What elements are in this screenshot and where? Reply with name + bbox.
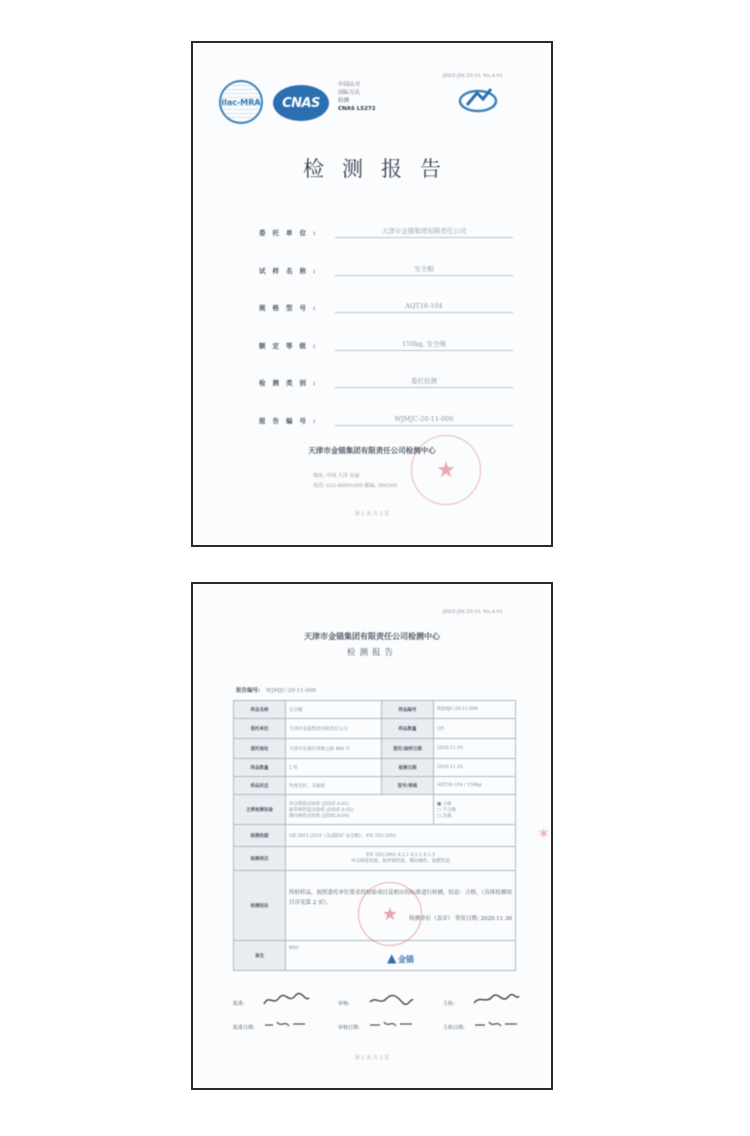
field-label: 委托单位:: [259, 229, 323, 237]
table-row: [234, 795, 516, 825]
signature-inspector: [443, 992, 533, 1010]
issue-date: 2020.11.30: [480, 915, 512, 922]
inspector-date: [443, 1016, 533, 1034]
report-number: [236, 686, 316, 694]
signature-approve: [233, 992, 323, 1010]
table-cell: 型号/规格: [382, 777, 434, 795]
table-cell: 检测结论: [234, 871, 286, 941]
table-cell: AQT16-104 / 150kg: [434, 777, 516, 795]
address-line: 地址: 中国 天津 东丽: [313, 473, 360, 479]
table-cell: ■ 合格 □ 不合格 □ 其他: [434, 795, 516, 825]
field-row: [259, 300, 513, 338]
table-cell: WJMJC-20-11-006: [434, 701, 516, 719]
table-cell: 委托/抽样日期: [382, 739, 434, 759]
table-row: [234, 701, 516, 719]
report-cover-page: [191, 41, 553, 547]
issuer-text: 检测单位（盖章）: [409, 915, 454, 922]
table-cell: 样品编号: [382, 701, 434, 719]
handwritten-signature-icon: [366, 992, 416, 1008]
signature-label: 批准:: [233, 1001, 245, 1007]
table-row: [234, 941, 516, 971]
cnas-line-1: 中国认可: [338, 82, 361, 88]
report-number-label: 报告编号:: [236, 688, 261, 694]
approve-date: [233, 1016, 323, 1034]
accreditation-logos: [219, 80, 389, 124]
cnas-line-3: 检测: [338, 98, 350, 104]
issuing-organization: 天津市金锚集团有限责任公司检测中心: [304, 631, 440, 641]
field-row: [259, 263, 513, 301]
table-cell: 委托地址: [234, 739, 286, 759]
handwritten-date-icon: [366, 1016, 416, 1032]
handwritten-date-icon: [471, 1016, 521, 1032]
field-value: 天津市金锚集团有限责任公司: [335, 225, 513, 238]
table-cell: EN 355:2002 4.2.1 4.2.2 4.2.3 冲击吸收性能、耐穿刺性能、侧向刚性、阻燃性能: [286, 847, 516, 871]
field-value: 委托检测: [335, 375, 513, 388]
field-label: 试样名称:: [259, 266, 323, 275]
signature-label: 审核:: [338, 1001, 350, 1007]
table-cell: 主要检测设备: [234, 795, 286, 825]
table-cell: 样品状态: [234, 777, 286, 795]
ilac-mra-logo: ilac-MRA: [219, 80, 263, 124]
company-logo: [289, 951, 512, 965]
document-code: JSDZ-JM-ZS-01 No.4-01: [442, 609, 503, 615]
table-cell: 样品名称: [234, 701, 286, 719]
report-title: 检测报告: [303, 157, 459, 181]
address-line: 电话: 022-88001000 邮编: 300300: [313, 483, 397, 489]
report-number-value: WJMJC-20-11-006: [266, 688, 317, 694]
table-cell: 天津市金锚集团有限责任公司: [286, 719, 382, 739]
issue-date-label: 签发日期:: [454, 915, 479, 922]
handwritten-signature-icon: [471, 992, 521, 1008]
report-title: 检测报告: [346, 648, 397, 658]
table-row: [234, 719, 516, 739]
field-value: 安全帽: [335, 263, 513, 276]
table-cell: 天津市东丽区津塘公路 466 号: [286, 739, 382, 759]
report-fields: [259, 225, 513, 450]
cnas-caption: [338, 81, 398, 113]
table-cell: 样品数量: [234, 759, 286, 777]
table-cell: 2020.11.20: [434, 759, 516, 777]
official-seal-icon: ★: [411, 435, 481, 505]
field-value: WJMJC-20-11-006: [335, 413, 513, 426]
table-cell: 冲击吸收试验机 (JSDZ-A-01) 耐穿刺性能试验机 (JSDZ-A-02) 侧向刚性试验机 (JSDZ-A-04): [286, 795, 434, 825]
seam-seal-icon: ✶: [537, 824, 551, 843]
cma-mark-icon: [455, 85, 501, 115]
field-row: [259, 225, 513, 263]
field-label: 检测类别:: [259, 379, 323, 387]
table-cell: 2 件: [286, 759, 382, 777]
conclusion-text: 所检样品，按照委托单位要求的检验项目及相应的标准进行检测，结论：合格，（具体检测项目详见第 2 页）。: [289, 889, 512, 906]
field-label: 规格型号:: [259, 304, 323, 312]
review-date: [338, 1016, 428, 1034]
signature-review: [338, 992, 428, 1010]
table-cell: 检测日期: [382, 759, 434, 777]
company-logo-icon: ▲: [387, 951, 397, 965]
company-logo-text: 金锚: [397, 955, 414, 964]
date-label: 主检日期:: [443, 1025, 465, 1031]
signature-label: 主检:: [443, 1001, 455, 1007]
signature-date-row: [233, 1016, 523, 1034]
table-cell: 检测项目: [234, 847, 286, 871]
remark-text: BSG: [289, 946, 299, 951]
cnas-line-2: 国际互认: [338, 90, 361, 96]
table-row: [234, 847, 516, 871]
table-cell: GB 2811-2019《头部防护 安全帽》；EN 355:2002: [286, 825, 516, 847]
table-cell: 2020.11.10: [434, 739, 516, 759]
field-value: AQT16-104: [335, 300, 513, 313]
handwritten-signature-icon: [261, 992, 311, 1008]
signature-row: [233, 992, 523, 1010]
field-row: [259, 338, 513, 376]
cnas-logo: CNAS: [273, 85, 329, 121]
table-row: [234, 777, 516, 795]
table-cell: 样品数量: [382, 719, 434, 739]
official-seal-icon: ★: [358, 882, 422, 946]
table-row: [234, 759, 516, 777]
table-row: [234, 739, 516, 759]
issuing-organization: 天津市金锚集团有限责任公司检测中心: [308, 446, 436, 455]
table-cell: 外观完好、无破损: [286, 777, 382, 795]
document-code: JSDZ-JM-ZS-01 No.4-01: [442, 73, 503, 79]
page-footer: 第 1 页 共 2 页: [354, 511, 390, 517]
table-cell: 备注: [234, 941, 286, 971]
date-label: 批准日期:: [233, 1025, 255, 1031]
table-cell: 检测依据: [234, 825, 286, 847]
field-row: [259, 375, 513, 413]
field-label: 报告编号:: [259, 416, 323, 425]
handwritten-date-icon: [261, 1016, 311, 1032]
field-label: 额定等级:: [259, 341, 323, 350]
table-cell: 2件: [434, 719, 516, 739]
table-row: [234, 825, 516, 847]
remark-cell: [286, 941, 516, 971]
organization-address: [313, 471, 397, 491]
table-cell: 安全帽: [286, 701, 382, 719]
report-detail-page: [191, 582, 553, 1090]
cnas-code: CNAS L5272: [338, 106, 376, 112]
date-label: 审核日期:: [338, 1025, 360, 1031]
field-value: 150kg, 安全绳: [335, 338, 513, 351]
table-cell: 委托单位: [234, 719, 286, 739]
page-footer: 第 2 页 共 2 页: [354, 1055, 390, 1061]
